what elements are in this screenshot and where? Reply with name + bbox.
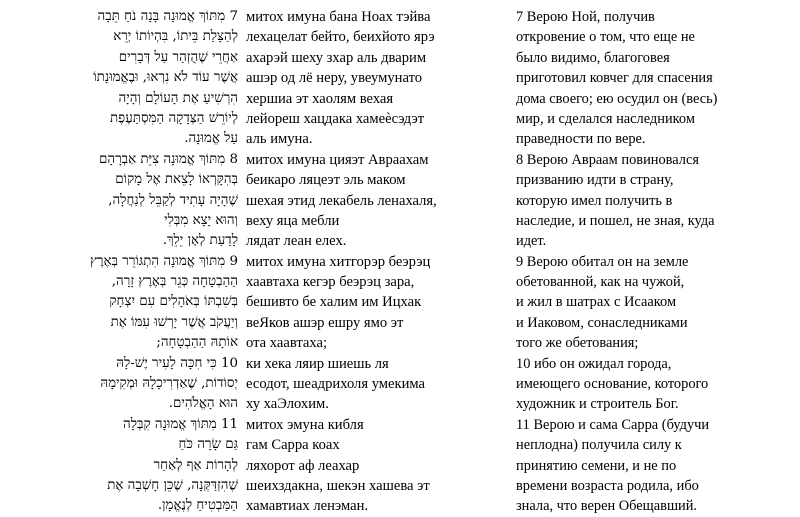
translit-line: ху хаЭлохим. [246, 396, 329, 413]
hebrew-line: הַהַבְטָחָה כְּגֵר בְּאֶרֶץ זָרָה, [111, 274, 238, 290]
hebrew-line: לָדַעַת לְאָן יֵלֵךְ. [162, 233, 238, 249]
russian-line: имеющего основание, которого [516, 376, 709, 393]
translit-line: митох имуна хитгорэр беэрэц [246, 253, 431, 270]
hebrew-line: וְהוּא יָצָא מִבְּלִי [164, 212, 238, 228]
translit-line: митох эмуна кибля [246, 416, 364, 433]
russian-line: праведности по вере. [516, 131, 646, 148]
russian-line: 9 Верою обитал он на земле [516, 253, 689, 270]
russian-line: приготовил ковчег для спасения [516, 70, 713, 87]
translit-line: лядат леан елех. [246, 233, 347, 250]
hebrew-line: 11 מִתּוֹךְ אֱמוּנָה קִבְּלָה [123, 416, 238, 432]
hebrew-line: הוּא הָאֱלֹהִים. [168, 396, 238, 412]
russian-line: наследие, и пошел, не зная, куда [516, 212, 715, 229]
russian-line: того же обетования; [516, 335, 639, 352]
translit-line: гам Сарра коах [246, 437, 340, 454]
russian-line: откровение о том, что еще не [516, 29, 695, 46]
translit-line: есодот, шеадрихоля умекима [246, 376, 426, 393]
hebrew-line: לְהַצָּלַת בֵּיתוֹ, בִּהְיוֹתוֹ יְרֵא [113, 29, 238, 45]
translit-line: хамавтиах ленэман. [246, 498, 369, 515]
hebrew-line: גַּם שָׂרָה כֹּחַ [178, 437, 238, 453]
translit-line: лейореш хацдака хамеѐсэдэт [246, 110, 425, 127]
hebrew-line: בְּשִׁבְתּוֹ בְּאֹהָלִים עִם יִצְחָק [109, 294, 238, 310]
translit-line: ки хека ляир шиешь ля [246, 355, 389, 372]
hebrew-line: אֲשֶׁר עוֹד לֹא נִרְאוּ, וּבֶאֱמוּנָתוֹ [93, 70, 238, 86]
russian-line: 10 ибо он ожидал города, [516, 355, 672, 372]
translit-line: бешивто бе халим им Ицхак [246, 294, 422, 311]
russian-line: мир, и сделался наследником [516, 110, 695, 127]
russian-line: знала, что верен Обещавший. [516, 498, 698, 515]
translit-line: ота хаавтаха; [246, 335, 328, 352]
hebrew-line: וְיַעֲקֹב אֲשֶׁר יָרְשׁוּ עִמּוֹ אֶת [110, 314, 238, 330]
russian-line: принятию семени, и не по [516, 457, 677, 474]
russian-line: было видимо, благоговея [516, 49, 670, 66]
hebrew-line: בְּהִקָּרְאוֹ לָצֵאת אֶל מָקוֹם [115, 172, 238, 188]
translit-line: шеихздакна, шекэн хашева эт [246, 477, 430, 494]
hebrew-line: שֶׁהִזְדַּקְּנָה, שֶׁכֵּן חָשְׁבָה אֶת [107, 477, 238, 493]
translit-line: хаавтаха кегэр беэрэц зара, [246, 274, 415, 291]
hebrew-line: 8 מִתּוֹךְ אֱמוּנָה צִיֵּת אַבְרָהָם [99, 151, 238, 167]
russian-line: 11 Верою и сама Сарра (будучи [516, 416, 710, 433]
russian-line: и Иаковом, сонаследниками [516, 314, 688, 331]
translit-line: митох имуна цияэт Авраахам [246, 151, 429, 168]
russian-line: обетованной, как на чужой, [516, 274, 685, 291]
russian-line: неплодна) получила силу к [516, 437, 682, 454]
hebrew-line: 10 כִּי חִכָּה לָעִיר יֶשׁ-לָהּ [116, 355, 238, 371]
translit-line: лехацелат бейто, беихйото ярэ [246, 29, 435, 46]
translit-line: веху яца мебли [246, 212, 340, 229]
hebrew-line: לְהָרוֹת אַף לְאַחַר [153, 457, 238, 473]
russian-line: и жил в шатрах с Исааком [516, 294, 677, 311]
russian-line: дома своего; ею осудил он (весь) [516, 90, 718, 107]
translit-line: хершиа эт хаолям вехая [246, 90, 394, 107]
hebrew-column [60, 7, 238, 517]
translit-line: ляхорот аф леахар [246, 457, 360, 474]
hebrew-line: אַחֲרֵי שֶׁהֻזְהַר עַל דְּבָרִים [118, 49, 238, 65]
russian-line: времени возраста родила, ибо [516, 477, 699, 494]
hebrew-line: אוֹתָהּ הַהַבְטָחָה; [156, 335, 238, 351]
hebrew-line: הִרְשִׁיעַ אֶת הָעוֹלָם וְהָיָה [118, 90, 238, 106]
translit-line: беикаро ляцеэт эль маком [246, 172, 406, 189]
hebrew-line: 7 מִתּוֹךְ אֱמוּנָה בָּנָה נֹחַ תֵּבָה [97, 9, 238, 24]
russian-line: призванию идти в страну, [516, 172, 674, 189]
hebrew-line: 9 מִתּוֹךְ אֱמוּנָה הִתְגּוֹרֵר בְּאֶרֶץ [89, 253, 238, 269]
hebrew-line: יְסוֹדוֹת, שֶׁאַדְרִיכָלָהּ וּמְקִימָהּ [100, 376, 238, 392]
translit-line: веЯков ашэр ешру ямо эт [246, 314, 404, 331]
hebrew-line: שֶׁהָיָה עָתִיד לְקַבֵּל לְנַחֲלָה, [108, 192, 238, 208]
russian-line: 8 Верою Авраам повиновался [516, 151, 699, 168]
transliteration-column [246, 7, 516, 517]
russian-line: 7 Верою Ной, получив [516, 9, 655, 25]
russian-line: художник и строитель Бог. [516, 396, 679, 413]
translit-line: ахарэй шеху зхар аль дварим [246, 49, 427, 66]
hebrew-line: עַל אֱמוּנָה. [184, 131, 238, 147]
russian-line: идет. [516, 233, 547, 250]
russian-column [516, 7, 800, 517]
hebrew-line: הַמַּבְטִיחַ לְנֶאֱמָן. [157, 498, 238, 514]
translit-line: митох имуна бана Ноах тэйва [246, 9, 431, 25]
russian-line: которую имел получить в [516, 192, 673, 209]
translit-line: шехая этид лекабель ленахаля, [246, 192, 437, 209]
hebrew-line: לְיוֹרֵשׁ הַצְּדָקָה הַמִּסְתַּעֶפֶת [110, 110, 238, 126]
translit-line: аль имуна. [246, 131, 313, 148]
translit-line: ашэр од лё неру, увеумунато [246, 70, 423, 87]
